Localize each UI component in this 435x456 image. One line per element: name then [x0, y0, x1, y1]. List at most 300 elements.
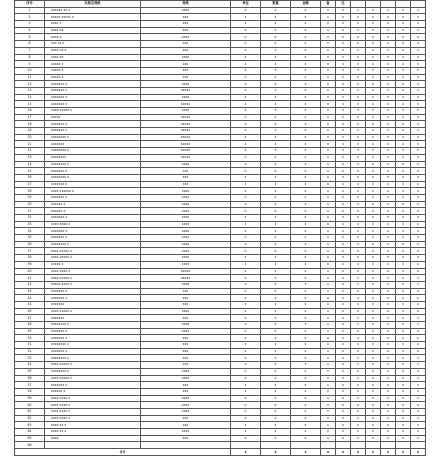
- table-cell: x: [291, 228, 321, 235]
- table-cell: xxxxxxxx x: [45, 148, 141, 155]
- table-row: [15, 181, 426, 188]
- table-cell: x: [261, 47, 291, 54]
- table-row: [15, 14, 426, 21]
- table-cell: x: [291, 121, 321, 128]
- table-cell: x: [231, 235, 261, 242]
- table-cell: 52: [15, 348, 45, 355]
- table-cell: x: [231, 315, 261, 322]
- table-cell: x: [396, 275, 411, 282]
- table-cell: x: [291, 154, 321, 161]
- table-cell: x: [351, 362, 366, 369]
- column-header: 注: [336, 1, 351, 8]
- table-cell: x: [336, 215, 351, 222]
- table-cell: 27: [15, 181, 45, 188]
- table-cell: x: [231, 27, 261, 34]
- table-cell: x: [336, 268, 351, 275]
- table-cell: 10: [15, 67, 45, 74]
- table-cell: x: [351, 34, 366, 41]
- table-cell: x: [366, 368, 381, 375]
- table-cell: x: [291, 281, 321, 288]
- table-cell: x: [411, 268, 426, 275]
- table-cell: x: [261, 61, 291, 68]
- table-row: [15, 408, 426, 415]
- table-row: [15, 315, 426, 322]
- table-cell: xxxx xxxx x: [45, 268, 141, 275]
- table-cell: x: [396, 248, 411, 255]
- table-cell: xxx: [141, 422, 231, 429]
- table-cell: x: [381, 168, 396, 175]
- table-cell: x: [321, 315, 336, 322]
- table-cell: x: [351, 241, 366, 248]
- table-cell: x: [411, 134, 426, 141]
- table-cell: x: [321, 67, 336, 74]
- table-cell: xxxx: [141, 81, 231, 88]
- table-cell: x: [351, 208, 366, 215]
- table-cell: x: [321, 429, 336, 436]
- table-cell: x: [351, 402, 366, 409]
- table-cell: xxxx: [141, 194, 231, 201]
- table-cell: x: [231, 322, 261, 329]
- table-cell: x: [261, 94, 291, 101]
- total-cell: x: [291, 449, 321, 456]
- table-cell: x: [261, 288, 291, 295]
- table-cell: x: [261, 67, 291, 74]
- table-cell: x: [231, 201, 261, 208]
- table-cell: x: [261, 221, 291, 228]
- table-cell: x: [396, 328, 411, 335]
- table-cell: x: [336, 281, 351, 288]
- table-cell: x: [261, 141, 291, 148]
- table-cell: x: [411, 228, 426, 235]
- table-cell: 32: [15, 215, 45, 222]
- table-cell: x: [396, 221, 411, 228]
- table-cell: 49: [15, 328, 45, 335]
- table-cell: xxxx xx: [45, 27, 141, 34]
- table-cell: x: [396, 134, 411, 141]
- table-cell: x: [366, 161, 381, 168]
- table-cell: x: [411, 362, 426, 369]
- table-row: [15, 335, 426, 342]
- table-cell: x: [336, 87, 351, 94]
- table-cell: x: [411, 342, 426, 349]
- table-cell: xxxx: [141, 228, 231, 235]
- table-cell: x: [396, 194, 411, 201]
- table-cell: x: [321, 248, 336, 255]
- table-cell: xxxxxxx x: [45, 81, 141, 88]
- table-cell: xxxxx xxxxx x: [45, 14, 141, 21]
- table-cell: x: [336, 141, 351, 148]
- table-cell: xxx: [141, 67, 231, 74]
- table-cell: xxx: [141, 301, 231, 308]
- table-cell: x: [411, 14, 426, 21]
- table-cell: x: [321, 388, 336, 395]
- table-cell: x: [321, 47, 336, 54]
- table-cell: x: [231, 301, 261, 308]
- table-cell: x: [351, 67, 366, 74]
- table-cell: x: [411, 402, 426, 409]
- table-cell: x: [396, 402, 411, 409]
- table-cell: x: [366, 27, 381, 34]
- table-cell: x: [336, 435, 351, 442]
- table-cell: x: [321, 34, 336, 41]
- table-cell: x: [231, 7, 261, 14]
- table-cell: x: [381, 301, 396, 308]
- table-cell: x: [321, 134, 336, 141]
- table-cell: 21: [15, 141, 45, 148]
- table-cell: x: [381, 128, 396, 135]
- table-cell: x: [366, 415, 381, 422]
- table-cell: 33: [15, 221, 45, 228]
- table-row: [15, 94, 426, 101]
- table-cell: x: [231, 128, 261, 135]
- table-cell: x: [291, 355, 321, 362]
- table-cell: x: [321, 355, 336, 362]
- table-cell: 63: [15, 422, 45, 429]
- table-cell: x: [291, 402, 321, 409]
- table-row: [15, 429, 426, 436]
- table-cell: xxxx: [141, 408, 231, 415]
- table-cell: x: [381, 362, 396, 369]
- table-row: [15, 114, 426, 121]
- table-cell: 47: [15, 315, 45, 322]
- table-cell: xxxx xxxxx x: [45, 275, 141, 282]
- table-cell: x: [336, 342, 351, 349]
- column-header: [366, 1, 381, 8]
- table-cell: xxxxxx xx x: [45, 7, 141, 14]
- table-cell: x: [396, 128, 411, 135]
- table-cell: x: [336, 348, 351, 355]
- total-cell: x: [321, 449, 336, 456]
- table-cell: x: [321, 87, 336, 94]
- table-cell: x: [381, 342, 396, 349]
- table-cell: x: [366, 74, 381, 81]
- table-cell: x: [336, 335, 351, 342]
- table-cell: x: [231, 194, 261, 201]
- table-cell: x: [336, 128, 351, 135]
- table-cell: x: [411, 295, 426, 302]
- table-row: [15, 382, 426, 389]
- table-cell: xxxxxx x: [45, 388, 141, 395]
- table-cell: x: [381, 67, 396, 74]
- table-cell: x: [336, 375, 351, 382]
- table-cell: x: [291, 408, 321, 415]
- table-cell: x: [261, 255, 291, 262]
- table-cell: x: [291, 168, 321, 175]
- table-cell: x: [351, 61, 366, 68]
- table-cell: xxx: [141, 335, 231, 342]
- table-cell: xxxxx: [141, 87, 231, 94]
- table-cell: x: [366, 315, 381, 322]
- table-cell: xxxx xx x: [45, 47, 141, 54]
- table-cell: x: [291, 221, 321, 228]
- table-cell: xxxxx: [45, 114, 141, 121]
- table-cell: x: [351, 128, 366, 135]
- table-cell: 11: [15, 74, 45, 81]
- table-cell: x: [291, 181, 321, 188]
- table-cell: x: [321, 94, 336, 101]
- table-cell: x: [351, 188, 366, 195]
- table-cell: x: [231, 87, 261, 94]
- table-cell: x: [261, 161, 291, 168]
- table-row: [15, 154, 426, 161]
- table-cell: x: [261, 355, 291, 362]
- table-row: [15, 67, 426, 74]
- table-cell: x: [411, 395, 426, 402]
- table-cell: x: [396, 301, 411, 308]
- table-cell: x: [366, 275, 381, 282]
- table-cell: x: [291, 54, 321, 61]
- table-cell: xxxxx: [141, 275, 231, 282]
- table-cell: x: [396, 355, 411, 362]
- table-row: [15, 281, 426, 288]
- table-row: [15, 275, 426, 282]
- table-cell: x: [231, 141, 261, 148]
- total-cell: x: [336, 449, 351, 456]
- table-cell: x: [321, 368, 336, 375]
- table-cell: x: [261, 275, 291, 282]
- table-cell: x: [351, 322, 366, 329]
- table-cell: x: [366, 248, 381, 255]
- table-cell: x: [336, 422, 351, 429]
- table-cell: x: [396, 148, 411, 155]
- table-cell: x: [381, 435, 396, 442]
- table-row: [15, 248, 426, 255]
- table-cell: x: [411, 429, 426, 436]
- table-cell: x: [321, 128, 336, 135]
- table-cell: x: [231, 248, 261, 255]
- table-cell: x: [261, 281, 291, 288]
- table-cell: x: [411, 161, 426, 168]
- table-cell: x: [411, 322, 426, 329]
- table-row: [15, 215, 426, 222]
- table-cell: x: [231, 108, 261, 115]
- table-cell: x: [396, 429, 411, 436]
- table-cell: 1: [15, 7, 45, 14]
- table-cell: x: [321, 342, 336, 349]
- table-cell: x: [261, 368, 291, 375]
- table-cell: x: [261, 408, 291, 415]
- table-cell: x: [291, 335, 321, 342]
- table-cell: xxxx: [141, 7, 231, 14]
- table-cell: 42: [15, 281, 45, 288]
- table-cell: x: [231, 429, 261, 436]
- table-cell: x: [351, 94, 366, 101]
- table-row: [15, 221, 426, 228]
- table-cell: x: [291, 188, 321, 195]
- table-cell: x: [336, 94, 351, 101]
- table-cell: x: [411, 194, 426, 201]
- table-cell: x: [396, 54, 411, 61]
- table-cell: x: [396, 47, 411, 54]
- table-cell: x: [366, 21, 381, 28]
- table-cell: 48: [15, 322, 45, 329]
- table-cell: x: [411, 248, 426, 255]
- table-cell: x: [381, 322, 396, 329]
- table-cell: x: [411, 154, 426, 161]
- table-row: [15, 375, 426, 382]
- table-cell: xxx: [141, 27, 231, 34]
- table-cell: x: [291, 308, 321, 315]
- table-cell: x: [351, 47, 366, 54]
- table-cell: x: [396, 368, 411, 375]
- table-cell: x: [366, 168, 381, 175]
- table-cell: x: [381, 395, 396, 402]
- table-cell: x: [366, 402, 381, 409]
- table-cell: x: [261, 148, 291, 155]
- table-cell: 57: [15, 382, 45, 389]
- table-cell: x: [396, 27, 411, 34]
- table-cell: x: [381, 141, 396, 148]
- table-cell: x: [366, 328, 381, 335]
- table-cell: xxxx xxxxxx x: [45, 188, 141, 195]
- table-cell: x: [261, 174, 291, 181]
- table-cell: x: [381, 281, 396, 288]
- table-cell: x: [336, 415, 351, 422]
- table-cell: x: [411, 47, 426, 54]
- table-cell: x: [261, 308, 291, 315]
- table-cell: x: [366, 34, 381, 41]
- table-cell: x: [411, 435, 426, 442]
- table-cell: [321, 442, 336, 449]
- table-cell: xxxxxxx x: [45, 215, 141, 222]
- table-cell: xxxx: [141, 235, 231, 242]
- table-cell: x: [321, 174, 336, 181]
- table-cell: x: [411, 67, 426, 74]
- table-cell: xxxx: [141, 201, 231, 208]
- table-cell: x: [411, 34, 426, 41]
- table-cell: x: [261, 228, 291, 235]
- table-cell: x: [231, 241, 261, 248]
- table-cell: x: [396, 168, 411, 175]
- table-cell: x: [321, 141, 336, 148]
- table-cell: x: [336, 47, 351, 54]
- table-cell: x: [231, 362, 261, 369]
- table-cell: x: [351, 154, 366, 161]
- table-cell: x: [411, 288, 426, 295]
- table-cell: x: [396, 288, 411, 295]
- table-cell: x: [381, 402, 396, 409]
- table-cell: x: [381, 114, 396, 121]
- table-row: [15, 308, 426, 315]
- table-cell: x: [351, 368, 366, 375]
- table-cell: x: [336, 148, 351, 155]
- table-cell: 7: [15, 47, 45, 54]
- table-cell: x: [261, 208, 291, 215]
- table-cell: x: [336, 261, 351, 268]
- table-row: [15, 21, 426, 28]
- table-cell: x: [321, 121, 336, 128]
- table-cell: x: [291, 108, 321, 115]
- table-cell: x: [411, 375, 426, 382]
- table-cell: xxx: [141, 388, 231, 395]
- table-cell: x: [291, 14, 321, 21]
- table-cell: x: [366, 128, 381, 135]
- table-cell: x: [231, 255, 261, 262]
- table-row: [15, 301, 426, 308]
- table-row: [15, 255, 426, 262]
- table-cell: x: [336, 288, 351, 295]
- table-cell: xxx: [141, 61, 231, 68]
- table-cell: x: [291, 435, 321, 442]
- table-cell: x: [261, 81, 291, 88]
- table-cell: xxxxx x: [45, 61, 141, 68]
- table-cell: x: [336, 368, 351, 375]
- table-cell: x: [321, 54, 336, 61]
- table-cell: x: [411, 61, 426, 68]
- table-cell: x: [321, 181, 336, 188]
- table-cell: x: [351, 148, 366, 155]
- table-cell: x: [231, 261, 261, 268]
- table-cell: x: [366, 235, 381, 242]
- table-cell: x: [231, 161, 261, 168]
- table-cell: xxxxxxx x: [45, 87, 141, 94]
- table-cell: xxxx: [141, 322, 231, 329]
- table-cell: x: [351, 342, 366, 349]
- table-cell: x: [231, 275, 261, 282]
- table-row: [15, 7, 426, 14]
- table-cell: xxxxxxxx x: [45, 161, 141, 168]
- table-cell: xxxx: [141, 241, 231, 248]
- table-cell: x: [336, 208, 351, 215]
- table-cell: x: [291, 208, 321, 215]
- table-cell: x: [381, 47, 396, 54]
- table-cell: x: [336, 61, 351, 68]
- table-cell: x: [351, 21, 366, 28]
- table-cell: x: [351, 295, 366, 302]
- table-row: [15, 402, 426, 409]
- table-cell: x: [411, 94, 426, 101]
- table-cell: x: [321, 21, 336, 28]
- table-cell: x: [381, 255, 396, 262]
- table-cell: x: [231, 154, 261, 161]
- table-cell: xxxxxxx x: [45, 168, 141, 175]
- table-cell: x: [336, 221, 351, 228]
- table-cell: x: [231, 47, 261, 54]
- table-cell: x: [366, 41, 381, 48]
- table-cell: x: [291, 94, 321, 101]
- table-cell: x: [411, 141, 426, 148]
- table-cell: x: [351, 221, 366, 228]
- table-cell: x: [351, 194, 366, 201]
- table-cell: x: [261, 168, 291, 175]
- table-cell: 16: [15, 108, 45, 115]
- table-row: [15, 261, 426, 268]
- table-cell: x: [381, 315, 396, 322]
- table-cell: x: [351, 27, 366, 34]
- table-row: [15, 108, 426, 115]
- table-cell: x: [351, 134, 366, 141]
- table-cell: x: [261, 27, 291, 34]
- table-cell: x: [396, 395, 411, 402]
- table-cell: x: [321, 408, 336, 415]
- table-cell: x: [396, 228, 411, 235]
- table-cell: x: [231, 114, 261, 121]
- table-cell: xxxxxxx: [45, 301, 141, 308]
- table-cell: x: [321, 382, 336, 389]
- table-row: [15, 295, 426, 302]
- table-cell: x: [396, 348, 411, 355]
- table-cell: x: [291, 101, 321, 108]
- table-cell: xxxx: [141, 375, 231, 382]
- table-cell: x: [231, 355, 261, 362]
- table-cell: xxx: [141, 435, 231, 442]
- table-cell: x: [231, 268, 261, 275]
- table-cell: x: [396, 7, 411, 14]
- table-cell: x: [291, 161, 321, 168]
- table-cell: x: [336, 134, 351, 141]
- table-cell: xxxx xxxxx x: [45, 255, 141, 262]
- table-cell: 56: [15, 375, 45, 382]
